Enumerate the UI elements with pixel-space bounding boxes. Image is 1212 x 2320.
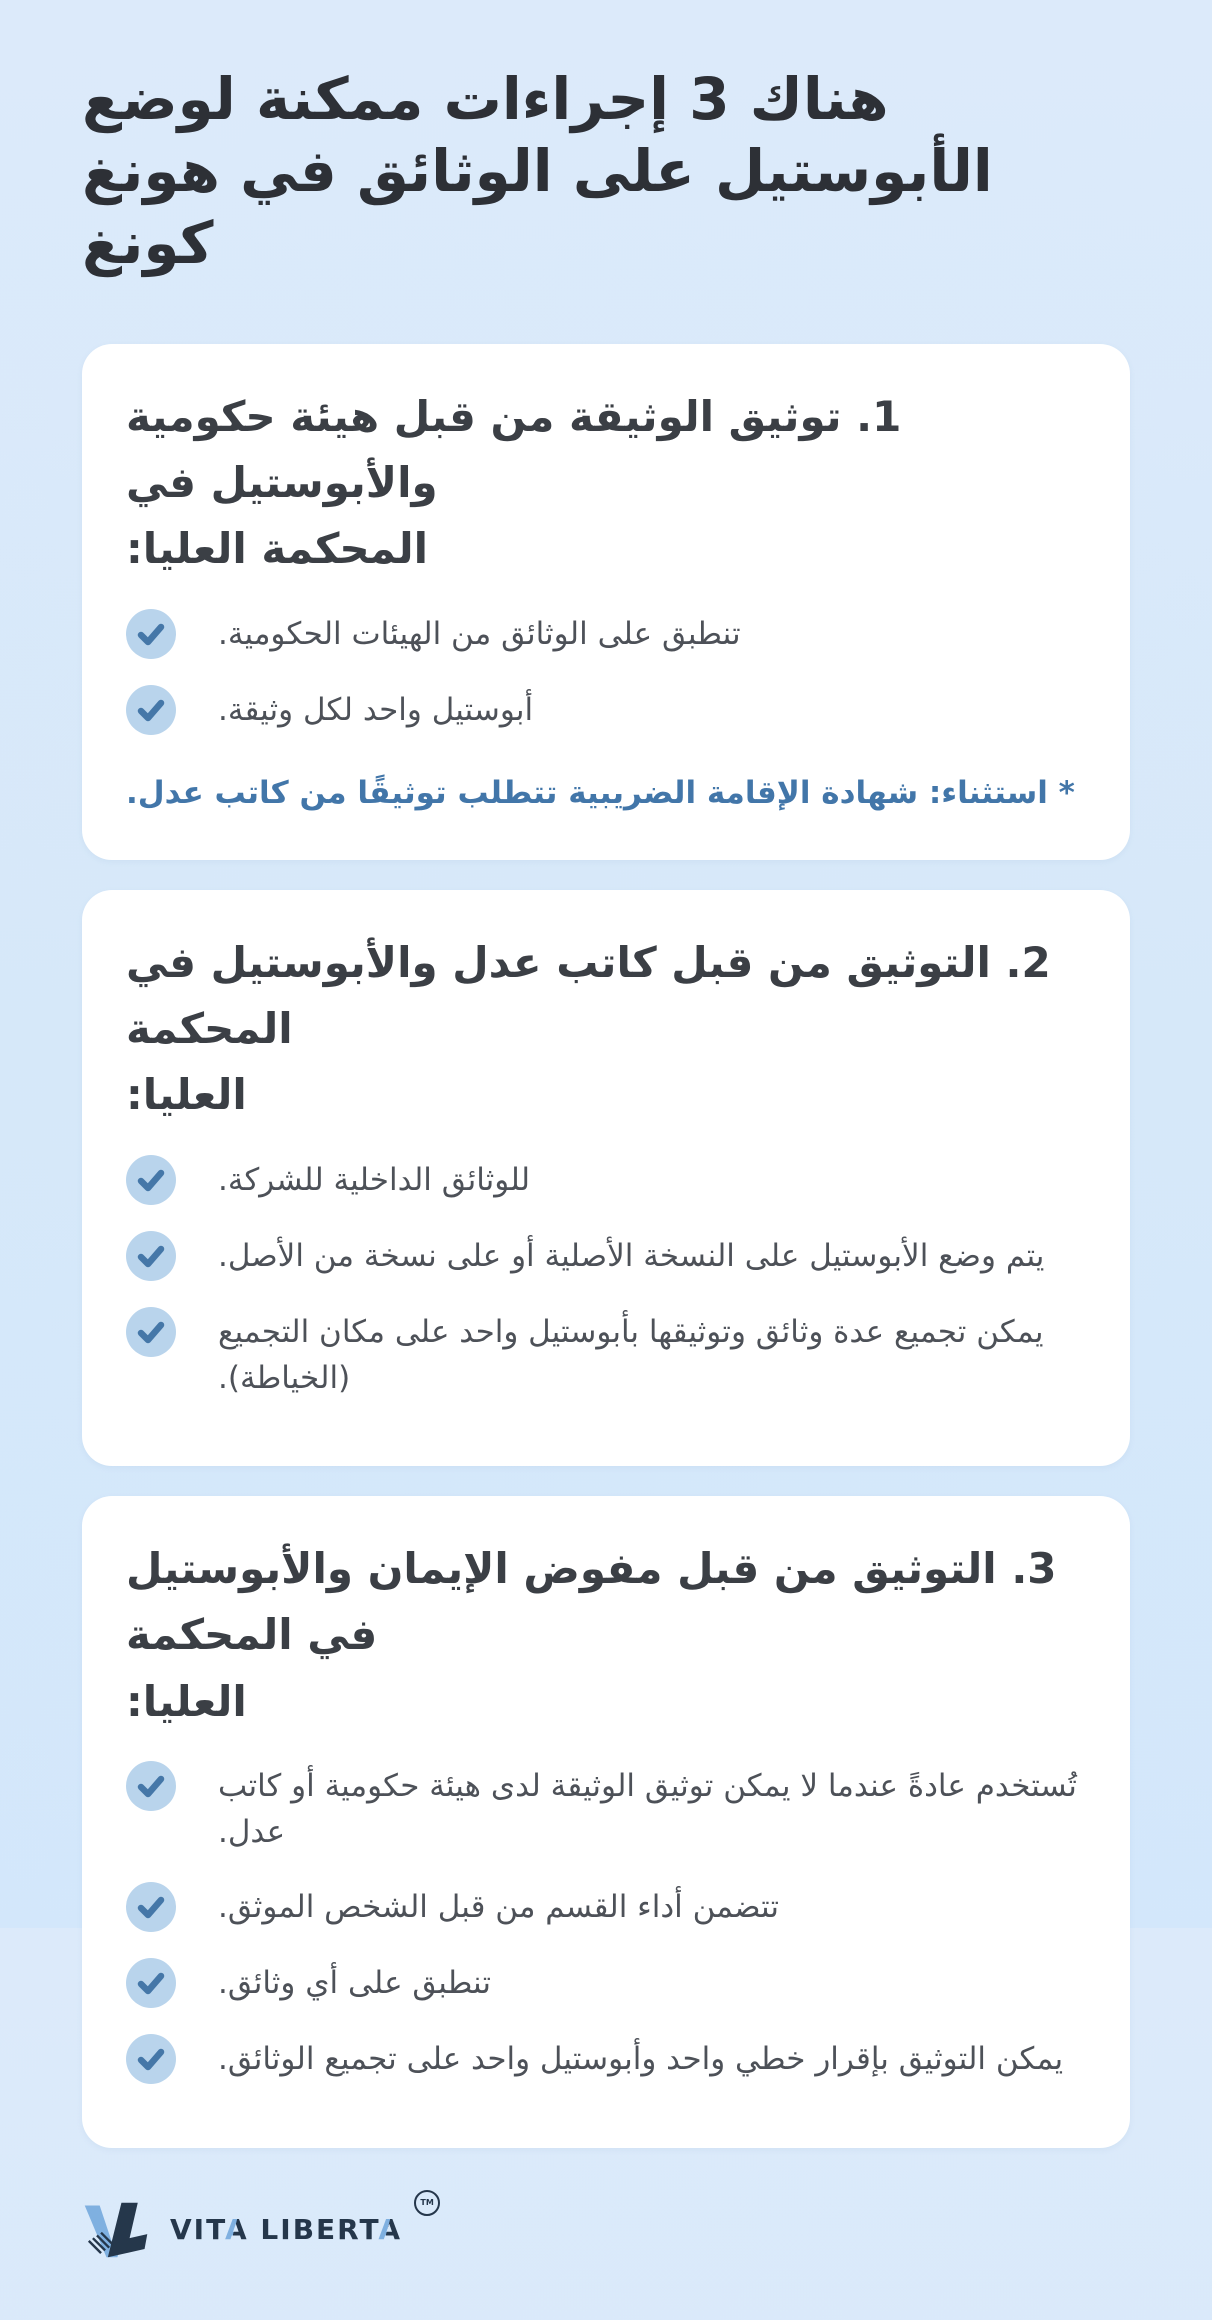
check-icon (126, 1307, 176, 1357)
list-item (126, 1155, 1086, 1205)
procedure-2-heading-line-1: 2. التوثيق من قبل كاتب عدل والأبوستيل في المحكمة (126, 937, 1051, 1054)
vita-liberta-logo-mark-icon (82, 2200, 150, 2260)
procedure-3-heading (126, 1536, 1086, 1735)
bullet-text: يتم وضع الأبوستيل على النسخة الأصلية أو على نسخة من الأصل. (218, 1237, 1045, 1274)
procedure-3-heading-line-1: 3. التوثيق من قبل مفوض الإيمان والأبوستيل في المحكمة (126, 1543, 1057, 1660)
list-item (126, 1882, 1086, 1932)
bullet-text: تُستخدم عادةً عندما لا يمكن توثيق الوثيقة لدى هيئة حكومية أو كاتب عدل. (218, 1767, 1077, 1851)
list-item (126, 1307, 1086, 1402)
procedure-1-heading (126, 384, 1086, 583)
bullet-text: تنطبق على أي وثائق. (218, 1964, 492, 2001)
bullet-text: تتضمن أداء القسم من قبل الشخص الموثق. (218, 1888, 780, 1925)
bullet-text: تنطبق على الوثائق من الهيئات الحكومية. (218, 615, 741, 652)
procedure-1-heading-line-1: 1. توثيق الوثيقة من قبل هيئة حكومية والأبوستيل في (126, 391, 902, 508)
logo-wordmark-text: VITA LIBERTA (170, 2212, 403, 2246)
list-item (126, 1231, 1086, 1281)
page-title (82, 64, 1130, 280)
check-icon (126, 609, 176, 659)
bullet-text: أبوستيل واحد لكل وثيقة. (218, 691, 534, 728)
check-icon (126, 1958, 176, 2008)
procedure-card-1 (82, 344, 1130, 860)
check-icon (126, 1231, 176, 1281)
check-icon (126, 1155, 176, 1205)
list-item (126, 685, 1086, 735)
check-icon (126, 1882, 176, 1932)
check-icon (126, 685, 176, 735)
procedure-1-heading-line-2: المحكمة العليا: (126, 524, 428, 574)
trademark-symbol: TM (414, 2190, 440, 2216)
page-title-line-1: هناك 3 إجراءات ممكنة لوضع (82, 65, 889, 133)
bullet-text: يمكن تجميع عدة وثائق وتوثيقها بأبوستيل واحد على مكان التجميع (الخياطة). (218, 1313, 1044, 1397)
procedure-3-heading-line-2: العليا: (126, 1676, 247, 1726)
procedure-card-2 (82, 890, 1130, 1466)
procedure-2-heading-line-2: العليا: (126, 1070, 247, 1120)
check-icon (126, 2034, 176, 2084)
list-item (126, 2034, 1086, 2084)
list-item (126, 609, 1086, 659)
bullet-text: يمكن التوثيق بإقرار خطي واحد وأبوستيل واحد على تجميع الوثائق. (218, 2040, 1064, 2077)
exception-note: * استثناء: شهادة الإقامة الضريبية تتطلب توثيقًا من كاتب عدل. (126, 774, 1075, 811)
page-title-line-2: الأبوستيل على الوثائق في هونغ كونغ (82, 136, 993, 277)
list-item (126, 1761, 1086, 1856)
procedure-card-3 (82, 1496, 1130, 2148)
list-item (126, 1958, 1086, 2008)
procedure-2-heading (126, 930, 1086, 1129)
vita-liberta-logo (82, 2200, 1130, 2320)
bullet-text: للوثائق الداخلية للشركة. (218, 1161, 531, 1198)
check-icon (126, 1761, 176, 1811)
